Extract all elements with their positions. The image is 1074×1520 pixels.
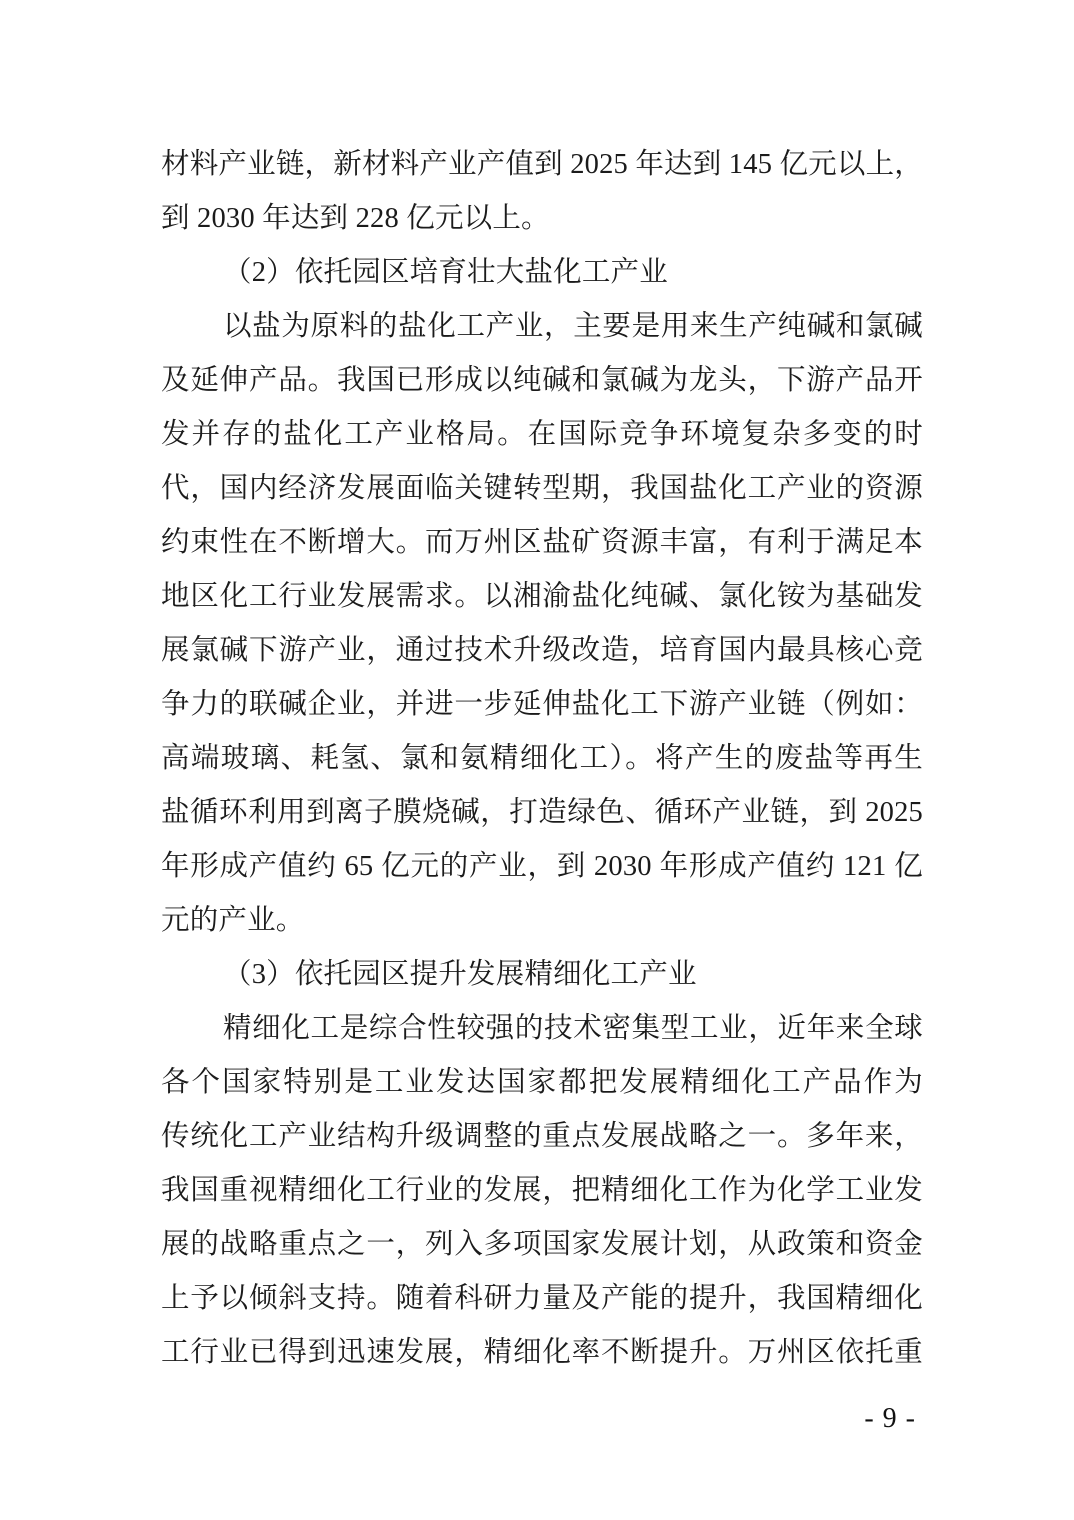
document-body	[161, 138, 923, 1380]
heading-item-3: （3）依托园区提升发展精细化工产业	[223, 959, 697, 990]
body-line: 元的产业。	[161, 905, 305, 936]
body-line: 约束性在不断增大。而万州区盐矿资源丰富，有利于满足本	[161, 527, 923, 558]
body-line: 材料产业链，新材料产业产值到 2025 年达到 145 亿元以上，	[161, 149, 923, 180]
body-line: 盐循环利用到离子膜烧碱，打造绿色、循环产业链，到 2025	[161, 797, 923, 828]
body-line: 各个国家特别是工业发达国家都把发展精细化工产品作为	[161, 1067, 923, 1098]
body-line: 高端玻璃、耗氢、氯和氨精细化工）。将产生的废盐等再生	[161, 743, 923, 774]
body-line: 我国重视精细化工行业的发展，把精细化工作为化学工业发	[161, 1175, 923, 1206]
body-line: 精细化工是综合性较强的技术密集型工业，近年来全球	[223, 1013, 923, 1044]
page-number: - 9 -	[864, 1403, 916, 1434]
body-line: 展氯碱下游产业，通过技术升级改造，培育国内最具核心竞	[161, 635, 923, 666]
body-line: 展的战略重点之一，列入多项国家发展计划，从政策和资金	[161, 1229, 923, 1260]
body-line: 工行业已得到迅速发展，精细化率不断提升。万州区依托重	[161, 1337, 923, 1368]
heading-item-2: （2）依托园区培育壮大盐化工产业	[223, 257, 668, 288]
body-line: 地区化工行业发展需求。以湘渝盐化纯碱、氯化铵为基础发	[161, 581, 923, 612]
body-line: 上予以倾斜支持。随着科研力量及产能的提升，我国精细化	[161, 1283, 923, 1314]
body-line: 发并存的盐化工产业格局。在国际竞争环境复杂多变的时	[161, 419, 923, 450]
body-line: 及延伸产品。我国已形成以纯碱和氯碱为龙头，下游产品开	[161, 365, 923, 396]
body-line: 传统化工产业结构升级调整的重点发展战略之一。多年来，	[161, 1121, 923, 1152]
body-line: 年形成产值约 65 亿元的产业，到 2030 年形成产值约 121 亿	[161, 851, 923, 882]
body-line: 代，国内经济发展面临关键转型期，我国盐化工产业的资源	[161, 473, 923, 504]
body-line: 到 2030 年达到 228 亿元以上。	[161, 203, 550, 234]
body-line: 以盐为原料的盐化工产业，主要是用来生产纯碱和氯碱	[223, 311, 923, 342]
body-line: 争力的联碱企业，并进一步延伸盐化工下游产业链（例如：	[161, 689, 923, 720]
